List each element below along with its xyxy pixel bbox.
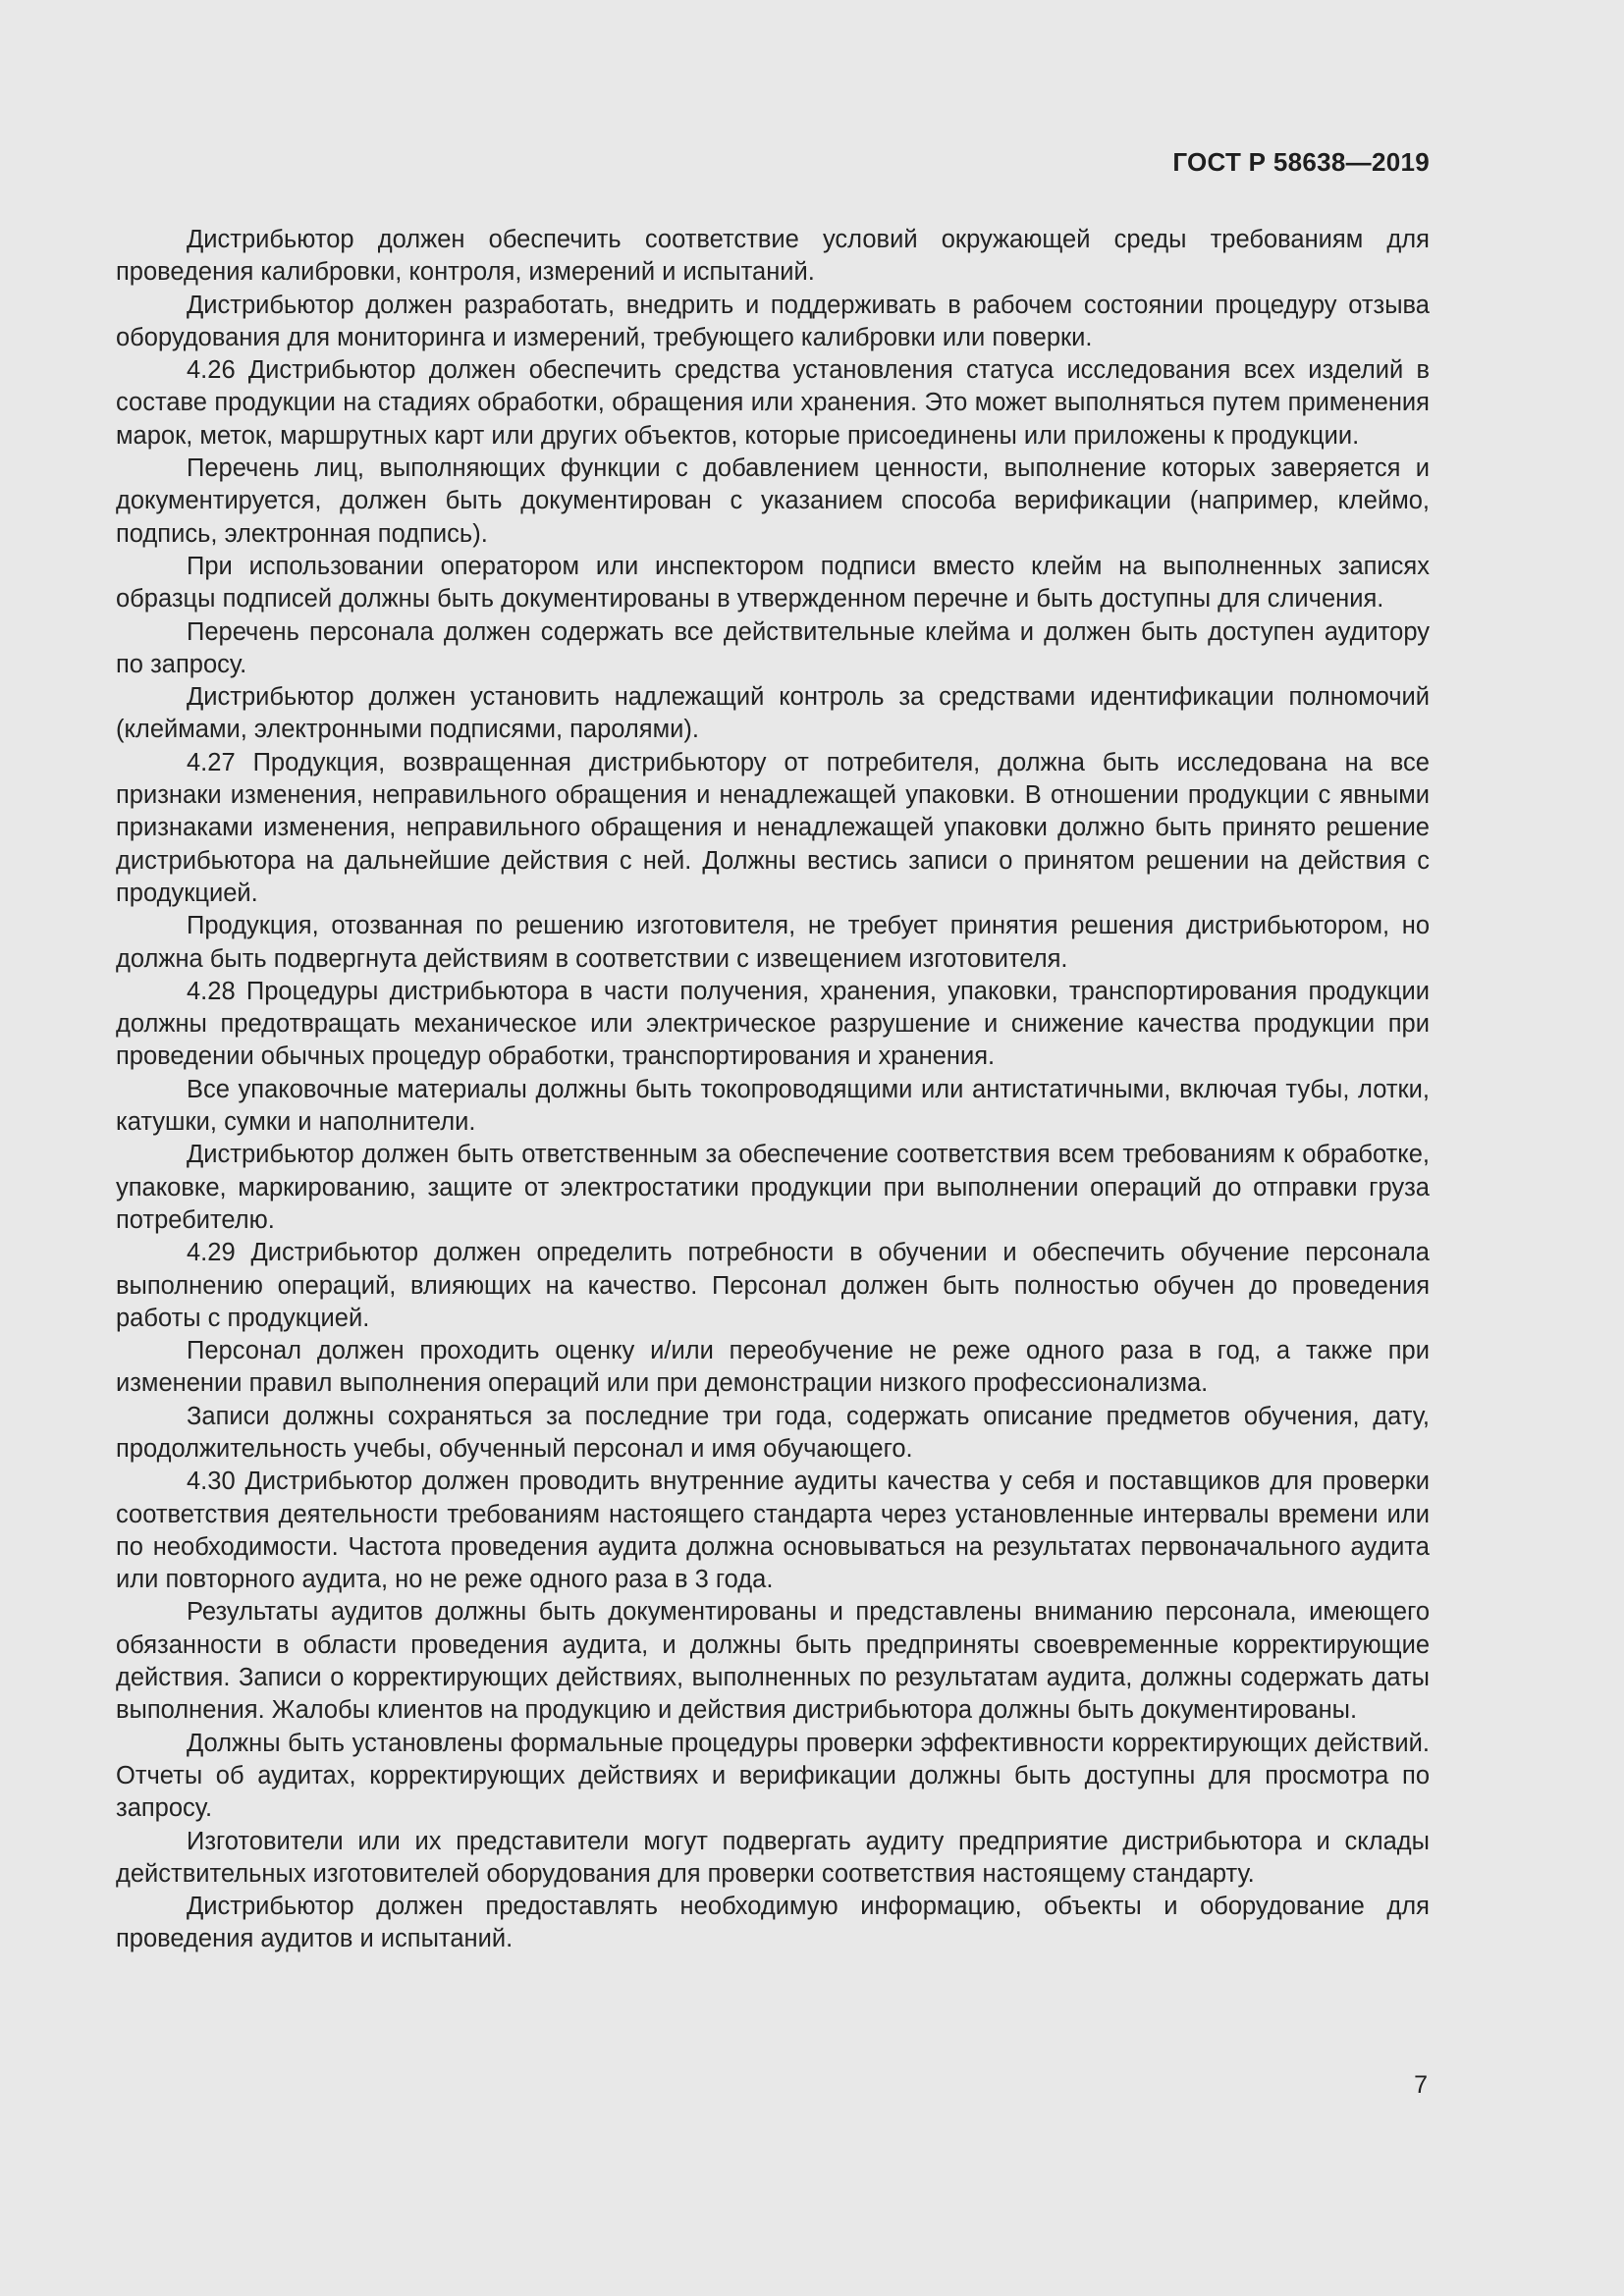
paragraph: Дистрибьютор должен обеспечить соответствие условий окружающей среды требованиям для проведения калибровки, контроля, измерений и испытаний. (116, 226, 1430, 287)
paragraph: Все упаковочные материалы должны быть токопроводящими или антистатичными, включая тубы, лотки, катушки, сумки и наполнители. (116, 1075, 1430, 1137)
paragraph: При использовании оператором или инспектором подписи вместо клейм на выполненных записях образцы подписей должны быть документированы в утвержденном перечне и быть доступны для сличения. (116, 552, 1430, 614)
document-body (116, 224, 1430, 1956)
paragraph: Персонал должен проходить оценку и/или переобучение не реже одного раза в год, а также при изменении правил выполнения операций или при демонстрации низкого профессионализма. (116, 1337, 1430, 1398)
paragraph: Дистрибьютор должен установить надлежащий контроль за средствами идентификации полномочий (клеймами, электронными подписями, паролями). (116, 683, 1430, 744)
paragraph: Результаты аудитов должны быть документированы и представлены вниманию персонала, имеющего обязанности в области проведения аудита, и должны быть предприняты своевременные корректирующие действия. Записи о корректирующих действиях, выполненных по результатам аудита, должны содержать даты выполнения. Жалобы клиентов на продукцию и действия дистрибьютора должны быть документированы. (116, 1598, 1430, 1725)
standard-id-header: ГОСТ Р 58638—2019 (1172, 147, 1430, 177)
paragraph: Записи должны сохраняться за последние три года, содержать описание предметов обучения, дату, продолжительность учебы, обученный персонал и имя обучающего. (116, 1402, 1430, 1463)
paragraph: Перечень персонала должен содержать все действительные клейма и должен быть доступен аудитору по запросу. (116, 617, 1430, 678)
paragraph: Изготовители или их представители могут подвергать аудиту предприятие дистрибьютора и склады действительных изготовителей оборудования для проверки соответствия настоящему стандарту. (116, 1827, 1430, 1888)
paragraph-clause-4-30: 4.30 Дистрибьютор должен проводить внутренние аудиты качества у себя и поставщиков для проверки соответствия деятельности требованиям настоящего стандарта через установленные интервалы времени или по необходимости. Частота проведения аудита должна основываться на результатах первоначального аудита или повторного аудита, но не реже одного раза в 3 года. (116, 1468, 1430, 1594)
paragraph-clause-4-28: 4.28 Процедуры дистрибьютора в части получения, хранения, упаковки, транспортирования продукции должны предотвращать механическое или электрическое разрушение и снижение качества продукции при проведении обычных процедур обработки, транспортирования и хранения. (116, 977, 1430, 1071)
paragraph: Должны быть установлены формальные процедуры проверки эффективности корректирующих действий. Отчеты об аудитах, корректирующих действиях и верификации должны быть доступны для просмотра по запросу. (116, 1729, 1430, 1823)
paragraph-clause-4-27: 4.27 Продукция, возвращенная дистрибьютору от потребителя, должна быть исследована на все признаки изменения, неправильного обращения и ненадлежащей упаковки. В отношении продукции с явными признаками изменения, неправильного обращения и ненадлежащей упаковки должно быть принято решение дистрибьютора на дальнейшие действия с ней. Должны вестись записи о принятом решении на действия с продукцией. (116, 748, 1430, 907)
paragraph-clause-4-26: 4.26 Дистрибьютор должен обеспечить средства установления статуса исследования всех изделий в составе продукции на стадиях обработки, обращения или хранения. Это может выполняться путем применения марок, меток, маршрутных карт или других объектов, которые присоединены или приложены к продукции. (116, 356, 1430, 450)
page-number: 7 (1414, 2071, 1428, 2099)
paragraph: Продукция, отозванная по решению изготовителя, не требует принятия решения дистрибьютором, но должна быть подвергнута действиям в соответствии с извещением изготовителя. (116, 912, 1430, 973)
paragraph: Дистрибьютор должен разработать, внедрить и поддерживать в рабочем состоянии процедуру отзыва оборудования для мониторинга и измерений, требующего калибровки или поверки. (116, 291, 1430, 351)
paragraph: Перечень лиц, выполняющих функции с добавлением ценности, выполнение которых заверяется и документируется, должен быть документирован с указанием способа верификации (например, клеймо, подпись, электронная подпись). (116, 454, 1430, 548)
paragraph-clause-4-29: 4.29 Дистрибьютор должен определить потребности в обучении и обеспечить обучение персонала выполнению операций, влияющих на качество. Персонал должен быть полностью обучен до проведения работы с продукцией. (116, 1239, 1430, 1332)
paragraph: Дистрибьютор должен быть ответственным за обеспечение соответствия всем требованиям к обработке, упаковке, маркированию, защите от электростатики продукции при выполнении операций до отправки груза потребителю. (116, 1141, 1430, 1234)
paragraph: Дистрибьютор должен предоставлять необходимую информацию, объекты и оборудование для проведения аудитов и испытаний. (116, 1893, 1430, 1953)
